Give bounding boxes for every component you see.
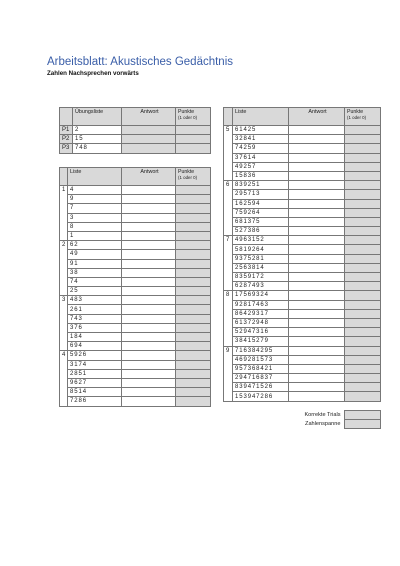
right-sequence: 15836 — [233, 171, 289, 180]
right-header-antwort: Antwort — [289, 108, 345, 126]
right-group-number: 6 — [224, 181, 233, 236]
right-sequence: 4963152 — [233, 236, 289, 245]
right-sequence: 957368421 — [233, 364, 289, 373]
right-sequence: 8359172 — [233, 273, 289, 282]
right-points-field[interactable] — [345, 263, 381, 272]
left-answer-field[interactable] — [122, 213, 176, 222]
practice-points-field[interactable] — [176, 126, 211, 135]
left-answer-field[interactable] — [122, 277, 176, 286]
left-sequence: 261 — [68, 305, 122, 314]
right-row — [224, 300, 381, 309]
left-sequence: 4 — [68, 186, 122, 195]
right-points-field[interactable] — [345, 217, 381, 226]
practice-sequence: 15 — [73, 135, 122, 144]
right-group-number: 8 — [224, 291, 233, 346]
right-answer-field[interactable] — [289, 190, 345, 199]
left-header-punkte-hint: (1 oder 0) — [178, 175, 198, 180]
right-sequence: 294716837 — [233, 374, 289, 383]
right-sequence: 37614 — [233, 153, 289, 162]
right-points-field[interactable] — [345, 346, 381, 355]
right-sequence: 92817463 — [233, 300, 289, 309]
practice-sequence: 2 — [73, 126, 122, 135]
left-sequence: 1 — [68, 231, 122, 240]
left-row — [60, 314, 211, 323]
left-sequence: 5926 — [68, 351, 122, 360]
practice-answer-field[interactable] — [122, 126, 176, 135]
left-group-number: 2 — [60, 241, 68, 296]
right-row — [224, 181, 381, 190]
right-points-field[interactable] — [345, 282, 381, 291]
right-row — [224, 208, 381, 217]
right-points-field[interactable] — [345, 208, 381, 217]
korrekte-trials-field[interactable] — [344, 411, 380, 420]
left-row — [60, 296, 211, 305]
right-points-field[interactable] — [345, 254, 381, 263]
left-sequence: 376 — [68, 323, 122, 332]
right-row — [224, 190, 381, 199]
left-sequence: 9627 — [68, 378, 122, 387]
right-sequence: 38415279 — [233, 337, 289, 346]
right-row — [224, 282, 381, 291]
right-points-field[interactable] — [345, 337, 381, 346]
left-row — [60, 195, 211, 204]
left-points-field[interactable] — [176, 369, 211, 378]
right-row — [224, 374, 381, 383]
left-points-field[interactable] — [176, 204, 211, 213]
right-row — [224, 318, 381, 327]
right-group-number: 5 — [224, 126, 233, 181]
left-answer-field[interactable] — [122, 259, 176, 268]
left-points-field[interactable] — [176, 277, 211, 286]
practice-answer-field[interactable] — [122, 144, 176, 153]
left-answer-field[interactable] — [122, 287, 176, 296]
right-sequence: 162594 — [233, 199, 289, 208]
practice-header-row — [60, 108, 211, 126]
right-row — [224, 337, 381, 346]
page-title: Arbeitsblatt: Akustisches Gedächtnis — [47, 56, 234, 68]
right-row — [224, 217, 381, 226]
left-row — [60, 360, 211, 369]
left-answer-field[interactable] — [122, 250, 176, 259]
left-row — [60, 333, 211, 342]
right-points-field[interactable] — [345, 383, 381, 392]
practice-header-punkte-hint: (1 oder 0) — [178, 115, 198, 120]
right-answer-field[interactable] — [289, 328, 345, 337]
left-points-field[interactable] — [176, 360, 211, 369]
practice-header-punkte — [176, 108, 211, 126]
left-row — [60, 351, 211, 360]
practice-label: P3 — [60, 144, 73, 153]
left-row — [60, 259, 211, 268]
left-answer-field[interactable] — [122, 186, 176, 195]
right-header-row — [224, 108, 381, 126]
right-points-field[interactable] — [345, 364, 381, 373]
practice-sequence: 748 — [73, 144, 122, 153]
right-answer-field[interactable] — [289, 364, 345, 373]
right-sequence: 61425 — [233, 126, 289, 135]
right-list-table — [223, 107, 381, 402]
right-answer-field[interactable] — [289, 153, 345, 162]
left-sequence: 184 — [68, 333, 122, 342]
right-points-field[interactable] — [345, 300, 381, 309]
left-header-liste: Liste — [68, 168, 122, 186]
right-sequence: 681375 — [233, 217, 289, 226]
right-points-field[interactable] — [345, 318, 381, 327]
right-sequence: 86429317 — [233, 309, 289, 318]
left-points-field[interactable] — [176, 195, 211, 204]
right-answer-field[interactable] — [289, 236, 345, 245]
practice-points-field[interactable] — [176, 135, 211, 144]
right-row — [224, 355, 381, 364]
left-row — [60, 250, 211, 259]
left-points-field[interactable] — [176, 388, 211, 397]
right-answer-field[interactable] — [289, 263, 345, 272]
left-sequence: 91 — [68, 259, 122, 268]
right-row — [224, 309, 381, 318]
practice-header-blank — [60, 108, 73, 126]
right-points-field[interactable] — [345, 291, 381, 300]
left-row — [60, 186, 211, 195]
right-sequence: 839471526 — [233, 383, 289, 392]
right-row — [224, 346, 381, 355]
left-answer-field[interactable] — [122, 388, 176, 397]
right-row — [224, 135, 381, 144]
right-points-field[interactable] — [345, 355, 381, 364]
left-header-antwort: Antwort — [122, 168, 176, 186]
right-sequence: 17569324 — [233, 291, 289, 300]
practice-points-field[interactable] — [176, 144, 211, 153]
left-header-punkte — [176, 168, 211, 186]
right-points-field[interactable] — [345, 392, 381, 401]
left-sequence: 743 — [68, 314, 122, 323]
left-answer-field[interactable] — [122, 296, 176, 305]
right-points-field[interactable] — [345, 374, 381, 383]
left-row — [60, 342, 211, 351]
right-answer-field[interactable] — [289, 254, 345, 263]
left-points-field[interactable] — [176, 287, 211, 296]
left-answer-field[interactable] — [122, 323, 176, 332]
right-header-blank — [224, 108, 233, 126]
right-answer-field[interactable] — [289, 217, 345, 226]
right-sequence: 6287493 — [233, 282, 289, 291]
left-answer-field[interactable] — [122, 342, 176, 351]
left-points-field[interactable] — [176, 342, 211, 351]
left-row — [60, 231, 211, 240]
right-sequence: 49257 — [233, 162, 289, 171]
right-row — [224, 392, 381, 401]
right-row — [224, 162, 381, 171]
left-points-field[interactable] — [176, 259, 211, 268]
practice-label: P1 — [60, 126, 73, 135]
right-points-field[interactable] — [345, 245, 381, 254]
right-answer-field[interactable] — [289, 309, 345, 318]
practice-label: P2 — [60, 135, 73, 144]
right-row — [224, 199, 381, 208]
right-row — [224, 383, 381, 392]
left-sequence: 2851 — [68, 369, 122, 378]
left-points-field[interactable] — [176, 231, 211, 240]
right-row — [224, 153, 381, 162]
left-row — [60, 213, 211, 222]
left-points-field[interactable] — [176, 351, 211, 360]
right-row — [224, 291, 381, 300]
left-points-field[interactable] — [176, 250, 211, 259]
right-points-field[interactable] — [345, 144, 381, 153]
right-points-field[interactable] — [345, 153, 381, 162]
right-row — [224, 263, 381, 272]
right-group-number: 7 — [224, 236, 233, 291]
right-answer-field[interactable] — [289, 300, 345, 309]
practice-header-punkte-label: Punkte — [178, 109, 195, 115]
right-answer-field[interactable] — [289, 181, 345, 190]
left-sequence: 49 — [68, 250, 122, 259]
right-answer-field[interactable] — [289, 383, 345, 392]
left-sequence: 694 — [68, 342, 122, 351]
left-sequence: 38 — [68, 268, 122, 277]
right-sequence: 716384295 — [233, 346, 289, 355]
right-answer-field[interactable] — [289, 135, 345, 144]
right-points-field[interactable] — [345, 199, 381, 208]
left-answer-field[interactable] — [122, 222, 176, 231]
right-answer-field[interactable] — [289, 318, 345, 327]
right-sequence: 9375281 — [233, 254, 289, 263]
left-answer-field[interactable] — [122, 195, 176, 204]
practice-header-antwort: Antwort — [122, 108, 176, 126]
right-answer-field[interactable] — [289, 227, 345, 236]
right-header-punkte-label: Punkte — [347, 109, 364, 115]
left-sequence: 8514 — [68, 388, 122, 397]
left-answer-field[interactable] — [122, 268, 176, 277]
right-answer-field[interactable] — [289, 346, 345, 355]
practice-row — [60, 135, 211, 144]
right-sequence: 295713 — [233, 190, 289, 199]
left-points-field[interactable] — [176, 186, 211, 195]
right-answer-field[interactable] — [289, 245, 345, 254]
left-row — [60, 204, 211, 213]
right-points-field[interactable] — [345, 135, 381, 144]
left-sequence: 7286 — [68, 397, 122, 406]
right-points-field[interactable] — [345, 309, 381, 318]
left-group-number: 4 — [60, 351, 68, 406]
left-header-punkte-label: Punkte — [178, 169, 195, 175]
left-list-table — [59, 167, 211, 407]
right-points-field[interactable] — [345, 162, 381, 171]
left-group-number: 1 — [60, 186, 68, 241]
left-row — [60, 287, 211, 296]
practice-table — [59, 107, 211, 154]
left-row — [60, 268, 211, 277]
left-points-field[interactable] — [176, 378, 211, 387]
right-answer-field[interactable] — [289, 199, 345, 208]
left-sequence: 8 — [68, 222, 122, 231]
right-sequence: 74259 — [233, 144, 289, 153]
left-points-field[interactable] — [176, 222, 211, 231]
left-answer-field[interactable] — [122, 305, 176, 314]
right-points-field[interactable] — [345, 171, 381, 180]
right-points-field[interactable] — [345, 227, 381, 236]
left-answer-field[interactable] — [122, 360, 176, 369]
right-answer-field[interactable] — [289, 337, 345, 346]
zahlenspanne-label: Zahlenspanne — [305, 421, 341, 428]
right-row — [224, 171, 381, 180]
right-answer-field[interactable] — [289, 144, 345, 153]
left-sequence: 3 — [68, 213, 122, 222]
right-row — [224, 254, 381, 263]
right-points-field[interactable] — [345, 181, 381, 190]
left-header-row — [60, 168, 211, 186]
right-answer-field[interactable] — [289, 273, 345, 282]
left-row — [60, 378, 211, 387]
left-answer-field[interactable] — [122, 314, 176, 323]
left-points-field[interactable] — [176, 213, 211, 222]
right-row — [224, 273, 381, 282]
right-sequence: 32841 — [233, 135, 289, 144]
right-sequence: 469281573 — [233, 355, 289, 364]
right-points-field[interactable] — [345, 273, 381, 282]
practice-row — [60, 126, 211, 135]
right-group-number: 9 — [224, 346, 233, 401]
right-answer-field[interactable] — [289, 291, 345, 300]
left-row — [60, 397, 211, 406]
left-answer-field[interactable] — [122, 369, 176, 378]
left-row — [60, 241, 211, 250]
left-sequence: 483 — [68, 296, 122, 305]
left-sequence: 62 — [68, 241, 122, 250]
right-sequence: 61372948 — [233, 318, 289, 327]
right-answer-field[interactable] — [289, 355, 345, 364]
left-row — [60, 388, 211, 397]
summary-table — [270, 410, 381, 429]
right-answer-field[interactable] — [289, 208, 345, 217]
left-row — [60, 305, 211, 314]
practice-answer-field[interactable] — [122, 135, 176, 144]
left-sequence: 3174 — [68, 360, 122, 369]
left-answer-field[interactable] — [122, 378, 176, 387]
right-sequence: 2563814 — [233, 263, 289, 272]
left-group-number: 3 — [60, 296, 68, 351]
right-points-field[interactable] — [345, 190, 381, 199]
right-answer-field[interactable] — [289, 126, 345, 135]
left-points-field[interactable] — [176, 305, 211, 314]
right-row — [224, 328, 381, 337]
right-row — [224, 236, 381, 245]
right-points-field[interactable] — [345, 328, 381, 337]
right-row — [224, 245, 381, 254]
left-answer-field[interactable] — [122, 241, 176, 250]
right-points-field[interactable] — [345, 126, 381, 135]
left-sequence: 7 — [68, 204, 122, 213]
right-row — [224, 227, 381, 236]
right-header-punkte — [345, 108, 381, 126]
left-points-field[interactable] — [176, 333, 211, 342]
left-row — [60, 222, 211, 231]
right-answer-field[interactable] — [289, 162, 345, 171]
left-row — [60, 369, 211, 378]
left-points-field[interactable] — [176, 314, 211, 323]
left-sequence: 9 — [68, 195, 122, 204]
left-points-field[interactable] — [176, 397, 211, 406]
left-answer-field[interactable] — [122, 204, 176, 213]
right-row — [224, 126, 381, 135]
left-answer-field[interactable] — [122, 231, 176, 240]
left-points-field[interactable] — [176, 241, 211, 250]
right-sequence: 839251 — [233, 181, 289, 190]
korrekte-trials-label: Korrekte Trials — [304, 412, 341, 419]
right-header-liste: Liste — [233, 108, 289, 126]
left-answer-field[interactable] — [122, 351, 176, 360]
right-row — [224, 364, 381, 373]
left-points-field[interactable] — [176, 268, 211, 277]
right-sequence: 527386 — [233, 227, 289, 236]
right-header-punkte-hint: (1 oder 0) — [347, 115, 367, 120]
left-header-blank — [60, 168, 68, 186]
right-sequence: 5819264 — [233, 245, 289, 254]
summary-row-zahlenspanne — [270, 420, 380, 429]
page-subtitle: Zahlen Nachsprechen vorwärts — [47, 70, 139, 77]
left-points-field[interactable] — [176, 296, 211, 305]
right-answer-field[interactable] — [289, 392, 345, 401]
right-points-field[interactable] — [345, 236, 381, 245]
left-sequence: 25 — [68, 287, 122, 296]
right-answer-field[interactable] — [289, 171, 345, 180]
left-points-field[interactable] — [176, 323, 211, 332]
left-row — [60, 323, 211, 332]
practice-row — [60, 144, 211, 153]
practice-header-uebungsliste: Übungsliste — [73, 108, 122, 126]
right-sequence: 153947286 — [233, 392, 289, 401]
right-sequence: 52947316 — [233, 328, 289, 337]
right-sequence: 759264 — [233, 208, 289, 217]
left-answer-field[interactable] — [122, 397, 176, 406]
zahlenspanne-field[interactable] — [344, 420, 380, 429]
left-answer-field[interactable] — [122, 333, 176, 342]
right-answer-field[interactable] — [289, 374, 345, 383]
right-row — [224, 144, 381, 153]
summary-row-korrekte-trials — [270, 411, 380, 420]
left-sequence: 74 — [68, 277, 122, 286]
right-answer-field[interactable] — [289, 282, 345, 291]
left-row — [60, 277, 211, 286]
